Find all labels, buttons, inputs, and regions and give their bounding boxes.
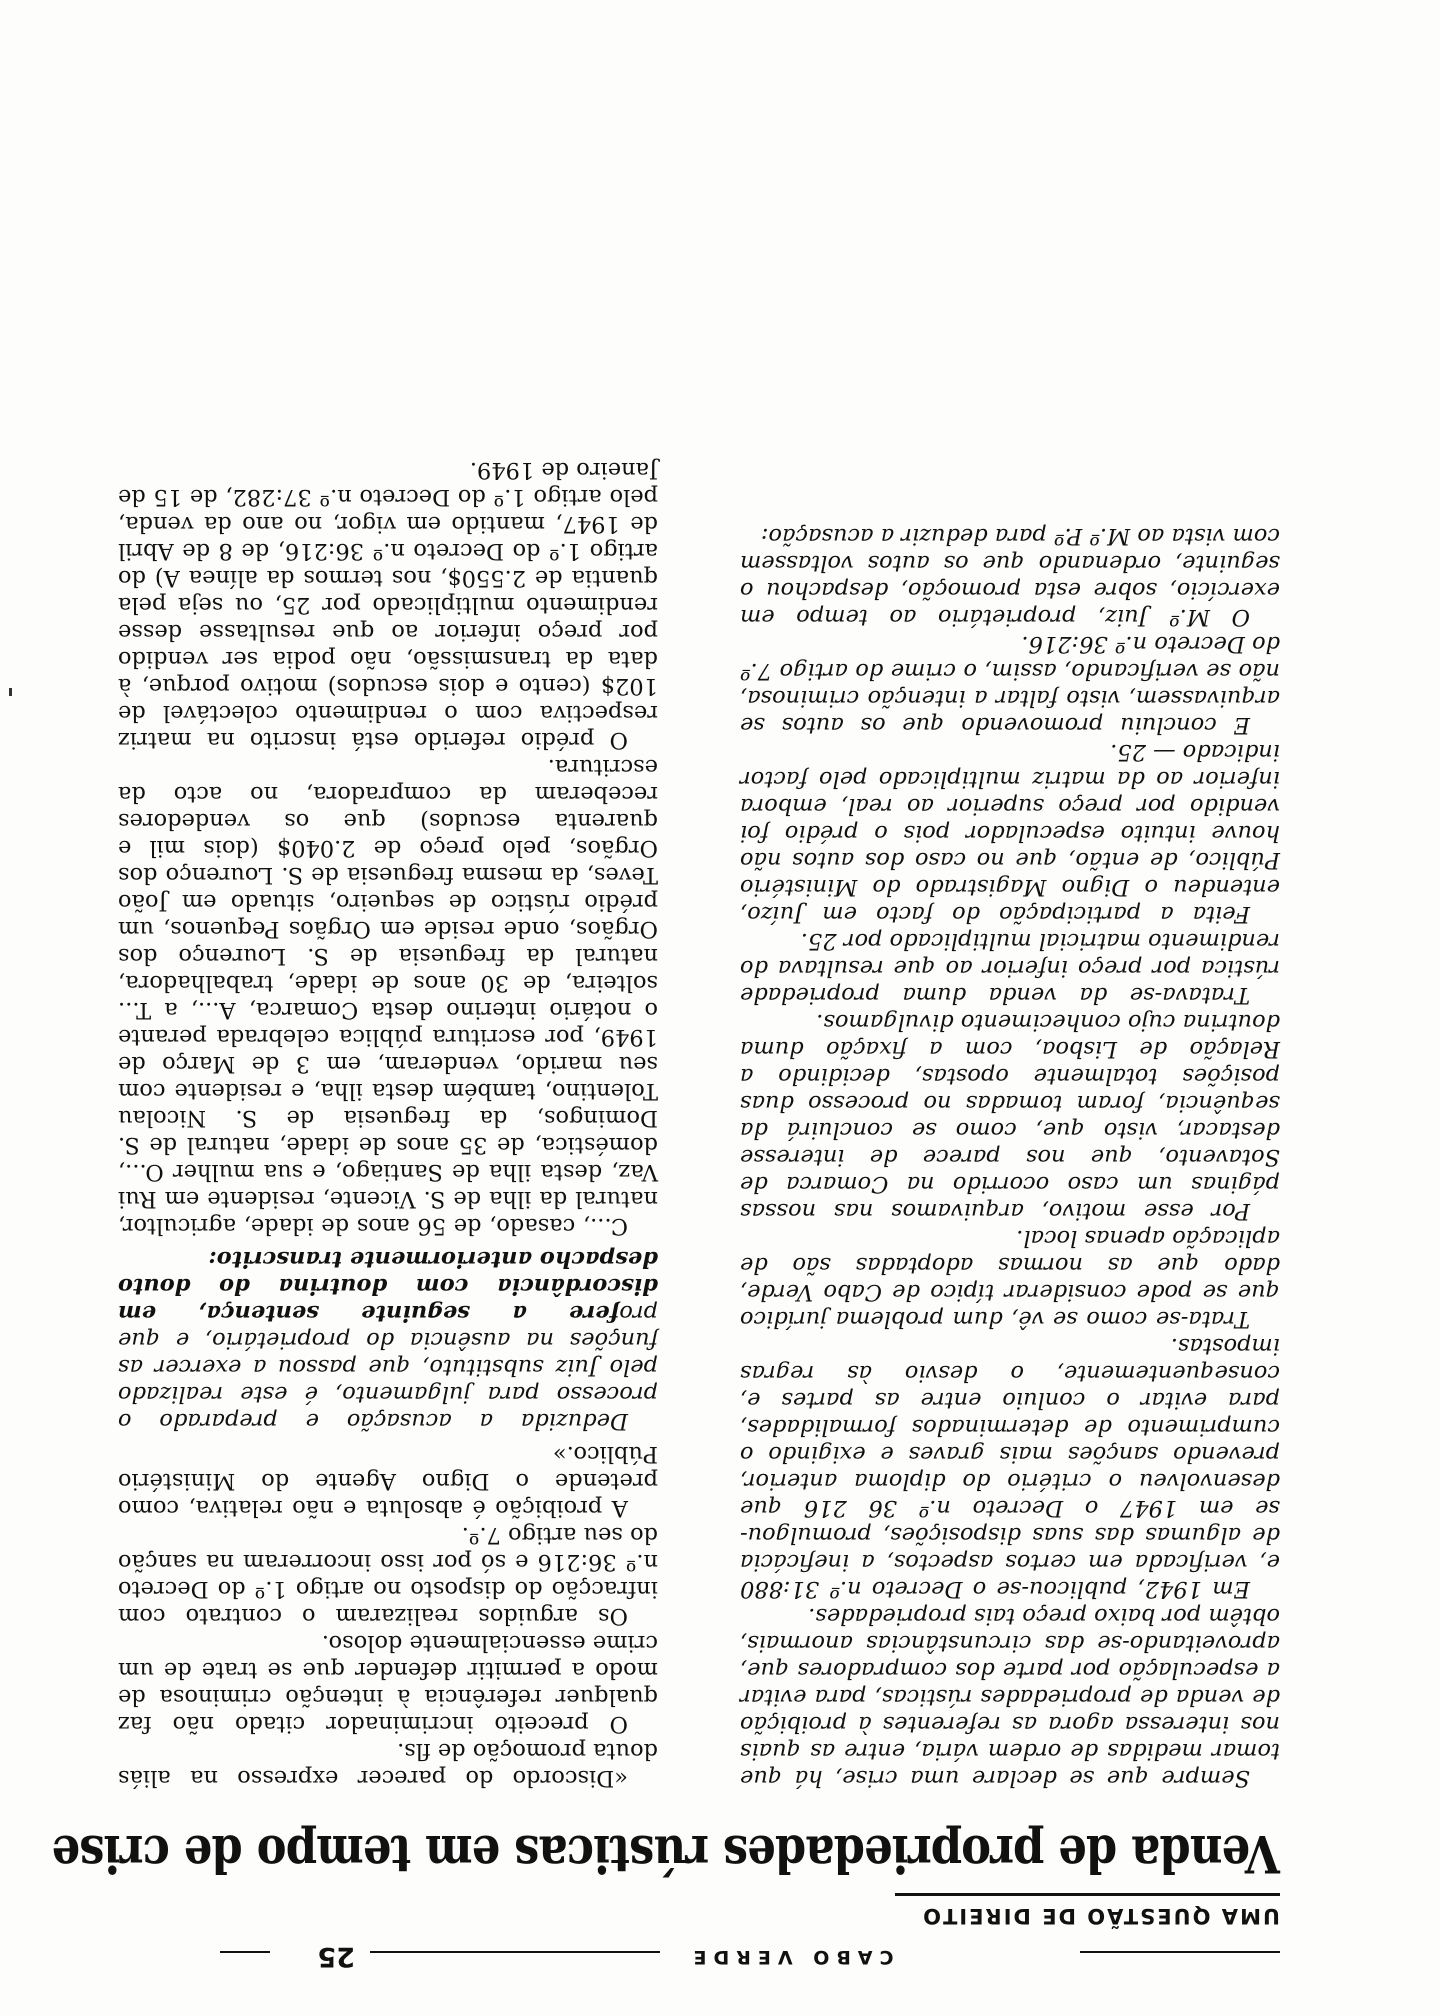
magazine-name: CABO VERDE bbox=[686, 1946, 894, 1968]
bridge-paragraph: Deduzida a acusação e preparado o processo para julgamento, é este realizado pelo Juiz substituto, que passou a exercer as funções na ausência do proprietário, e que profere a seguinte sentença, em discordância com doutrina do douto despacho anteriormente transcrito: bbox=[118, 1246, 658, 1434]
left-column bbox=[740, 522, 1280, 1791]
running-header bbox=[130, 1936, 1280, 1972]
quote-paragraph: Os arguidos realizaram o contrato com infracção do disposto no artigo 1.º do Decreto n.º 36:216 e só por isso incorreram na sanção do seu artigo 7.º. bbox=[118, 1522, 658, 1629]
paragraph: O M.º Juiz, proprietário ao tempo em exercício, sobre esta promoção, despachou o seguinte, ordenando que os autos voltassem com vista ao M.º P.º para deduzir a acusação: bbox=[740, 523, 1280, 630]
sentence-paragraph: C..., casado, de 56 anos de idade, agricultor, natural da ilha de S. Vicente, residente em Rui Vaz, desta ilha de Santiago, e sua mulher O..., doméstica, de 35 anos de idade, natural de S. Domingos, da freguesia de S. Nicolau Tolentino, também desta ilha, e residente com seu marido, venderam, em 3 de Março de 1949, por escritura pública celebrada perante o notário interino desta Comarca, A..., a T... solteira, de 30 anos de idade, trabalhadora, natural da freguesia de S. Lourenço dos Orgãos, onde reside em Orgãos Pequenos, um prédio rústico de sequeiro, situado em João Teves, da mesma freguesia de S. Lourenço dos Orgãos, pelo preço de 2.040$ (dois mil e quarenta escudos) que os vendedores receberam da compradora, no acto da escritura. bbox=[118, 754, 658, 1239]
header-rule bbox=[370, 1951, 660, 1953]
paragraph: Feita a participação do facto em Juízo, entendeu o Digno Magistrado do Ministério Público, de então, que no caso dos autos não houve intuito especulador pois o prédio foi vendido por preço superior ao real, embora inferior ao da matriz multiplicado pelo factor indicado — 25. bbox=[740, 739, 1280, 927]
paragraph: Trata-se como se vê, dum problema jurídico que se pode considerar típico de Cabo Verde, dado que as normas adoptadas são de aplicação apenas local. bbox=[740, 1225, 1280, 1332]
page-number: 25 bbox=[317, 1941, 355, 1972]
header-rule bbox=[1080, 1951, 1280, 1953]
article-kicker: UMA QUESTÃO DE DIREITO bbox=[921, 1904, 1280, 1928]
paragraph: Sempre que se declare uma crise, há que tomar medidas de ordem vária, entre as quais nos interessa agora as referentes à proibição de venda de propriedades rústicas, para evitar a especulação por parte dos compradores que, aproveitando-se das circunstâncias anormais, obtêm por baixo preço tais propriedades. bbox=[740, 1603, 1280, 1791]
paragraph: Tratava-se da venda duma propriedade rústica por preço inferior ao que resultava do rendimento matricial multiplicado por 25. bbox=[740, 928, 1280, 1008]
paragraph: Por esse motivo, arquivamos nas nossas páginas um caso ocorrido na Comarca de Sotavento, que nos parece de interesse destacar, visto que, como se concluirá da sequência, foram tomadas no processo duas posições totalmente opostas, decidindo a Relação de Lisboa, com a fixação duma doutrina cujo conhecimento divulgamos. bbox=[740, 1009, 1280, 1224]
margin-mark bbox=[9, 688, 12, 696]
header-rule bbox=[220, 1951, 270, 1953]
sentence-paragraph: O prédio referido está inscrito na matriz respectiva com o rendimento colectável de 102$ (cento e dois escudos) motivo porque, à data da transmissão, não podia ser vendido por preço inferior ao que resultasse desse rendimento multiplicado por 25, ou seja pela quantia de 2.550$, nos termos da alínea A) do artigo 1.º do Decreto n.º 36:216, de 8 de Abril de 1947, mantido em vigor, no ano da venda, pelo artigo 1.º do Decreto n.º 37:282, de 15 de Janeiro de 1949. bbox=[118, 457, 658, 753]
article-title: Venda de propriedades rústicas em tempo de crise bbox=[52, 1823, 1280, 1883]
bridge-emphasis: fere a seguinte sentença, em discordância com doutrina do douto despacho anteriormente transcrito: bbox=[118, 1246, 658, 1326]
quote-paragraph: O preceito incriminador citado não faz qualquer referência à intenção criminosa de modo a permitir defender que se trate de um crime essencialmente doloso. bbox=[118, 1630, 658, 1737]
quote-paragraph: «Discordo do parecer expresso na aliás douta promoção de fls. bbox=[118, 1738, 658, 1791]
kicker-underline bbox=[895, 1893, 1280, 1896]
right-column bbox=[118, 456, 658, 1791]
quote-paragraph: A proibição é absoluta e não relativa, como pretende o Digno Agente do Ministério Público.» bbox=[118, 1441, 658, 1521]
paragraph: E concluiu promovendo que os autos se arquivassem, visto faltar a intenção criminosa, não se verificando, assim, o crime do artigo 7.º do Decreto n.º 36:216. bbox=[740, 631, 1280, 738]
paragraph: Em 1942, publicou-se o Decreto n.º 31:880 e, verificada em certos aspectos, a ineficácia de algumas das suas disposições, promulgou-se em 1947 o Decreto n.º 36 216 que desenvolveu o critério do diploma anterior, prevendo sanções mais graves e exigindo o cumprimento de determinados formalidades, para evitar o conluio entre as partes e, consequentemente, o desvio às regras impostas. bbox=[740, 1333, 1280, 1602]
